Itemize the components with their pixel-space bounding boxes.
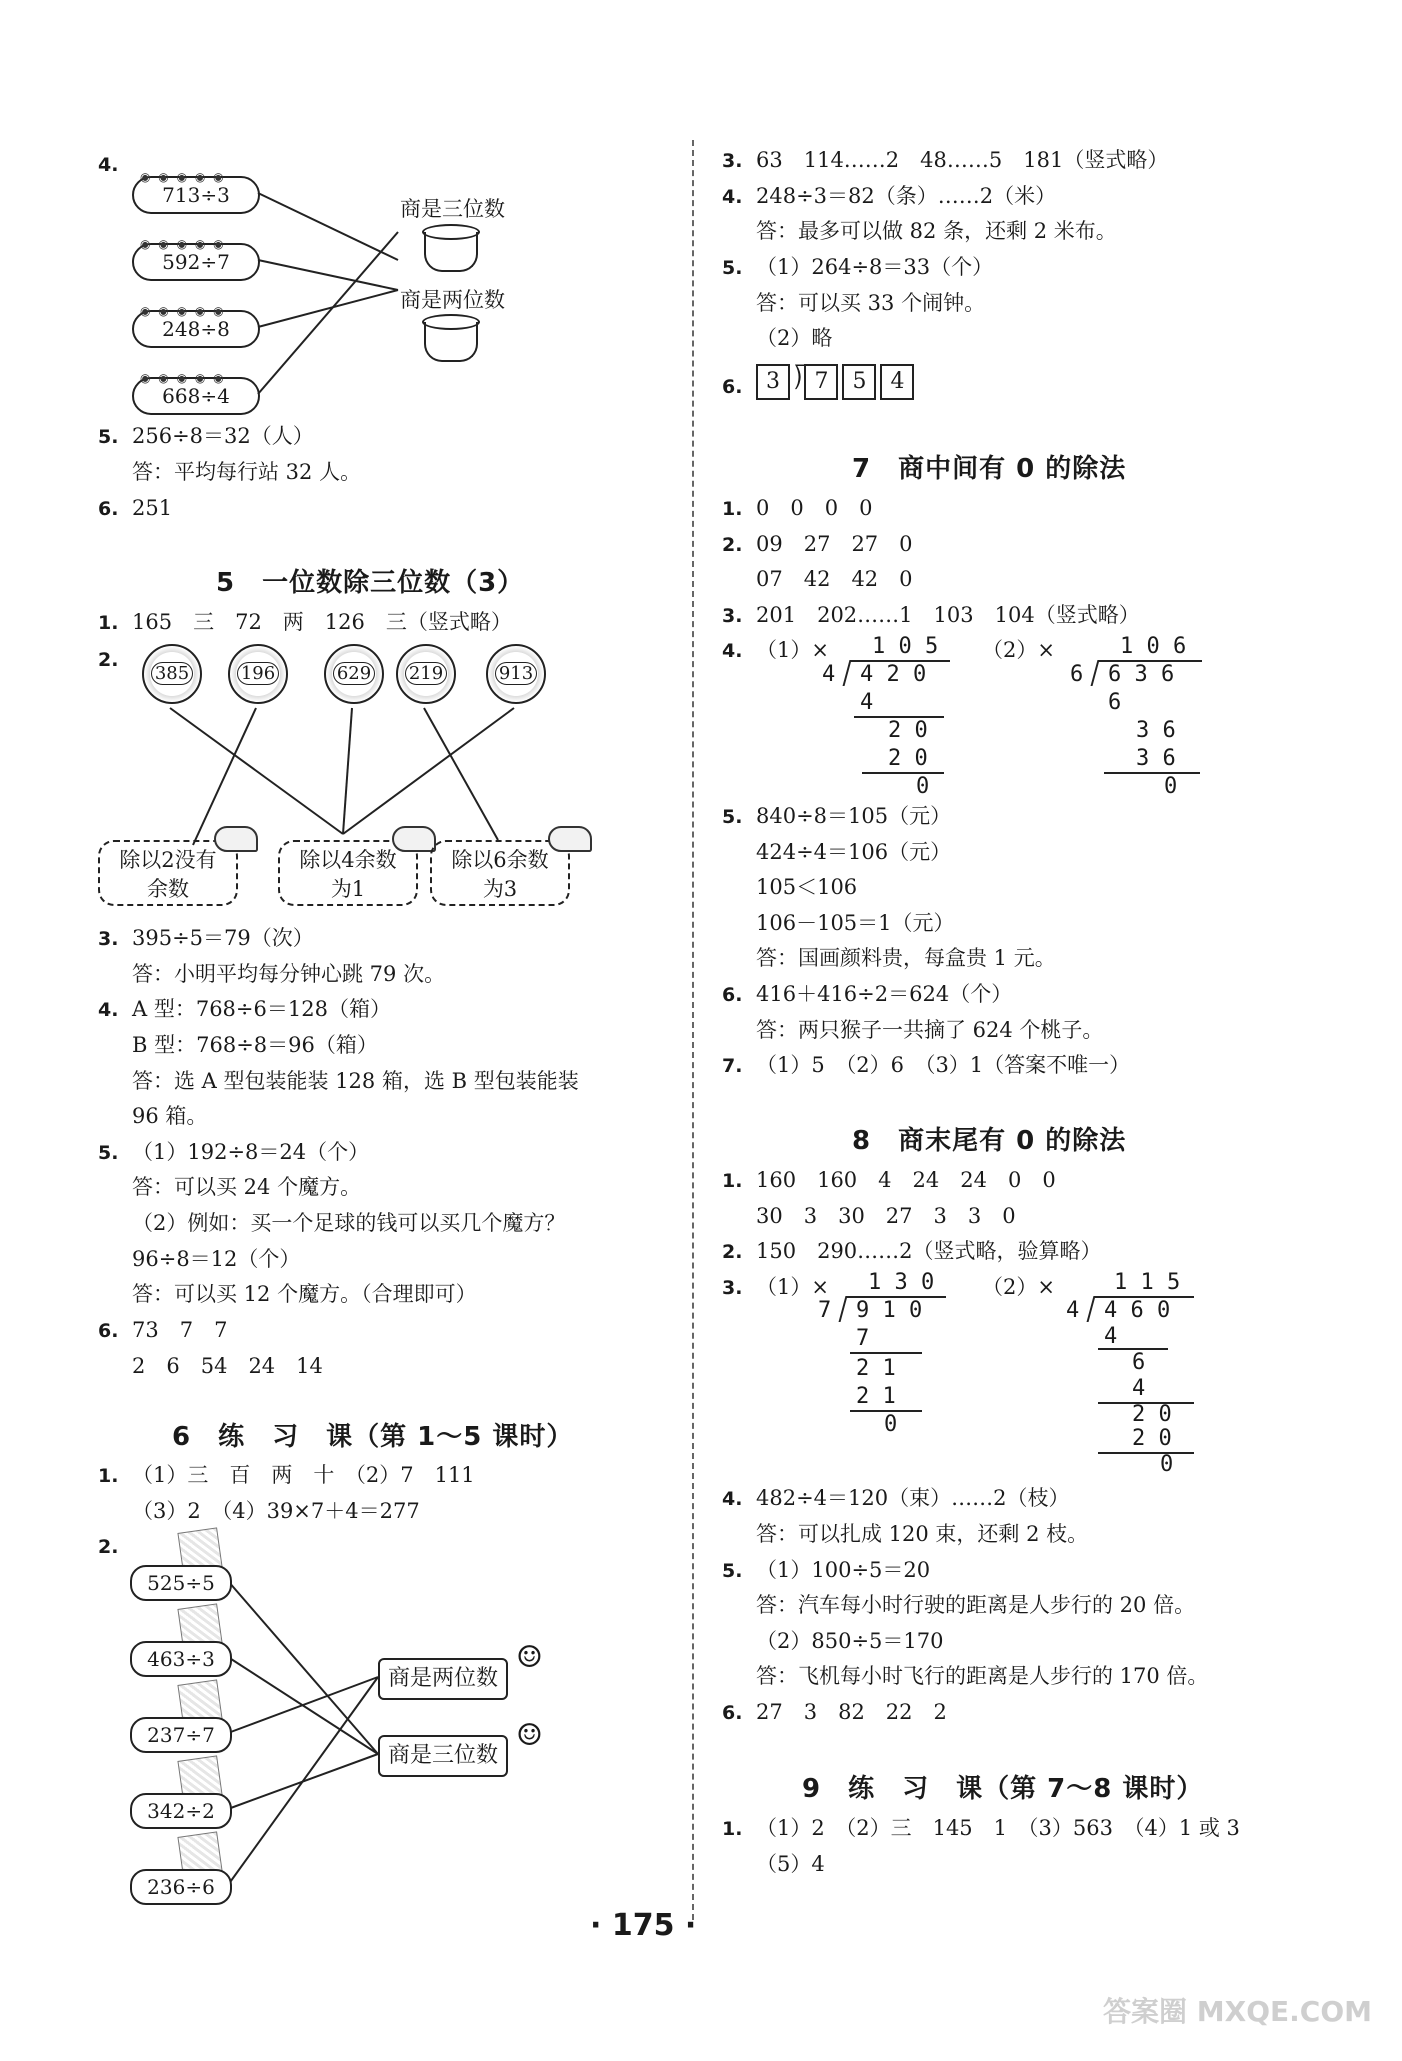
answer-line: 答：最多可以做 82 条，还剩 2 米布。 <box>756 219 1117 243</box>
question-number: 6. <box>722 376 743 398</box>
answer-line: 5. 256÷8＝32（人） <box>98 424 314 448</box>
step: 3 6 <box>1136 718 1176 743</box>
crab-expression: ◉ ◉ ◉ ◉ ◉ 248÷8 <box>132 310 260 348</box>
answer-line: B 型：768÷8＝96（箱） <box>132 1033 378 1057</box>
answer-line: 4. 248÷3＝82（条）……2（米） <box>722 184 1057 208</box>
answer-line: 答：可以买 33 个闹钟。 <box>756 291 986 315</box>
answer-line: 3. （1）× <box>722 1275 829 1299</box>
dividend: 4 2 0 <box>860 662 927 687</box>
step: 0 <box>1164 774 1178 799</box>
answer-line: 1. 0 0 0 0 <box>722 496 873 520</box>
answer-line: 答：可以买 12 个魔方。（合理即可） <box>132 1282 477 1306</box>
bag-expression: 342÷2 <box>130 1793 232 1829</box>
answer-line: （3）2 （4）39×7＋4＝277 <box>132 1499 420 1523</box>
category-box: 商是三位数 <box>378 1735 508 1777</box>
answer-line: 2. 150 290……2（竖式略，验算略） <box>722 1239 1102 1263</box>
quotient: 1 1 5 <box>1114 1270 1181 1295</box>
answer-line: 2 6 54 24 14 <box>132 1354 323 1378</box>
dolphin-icon <box>214 826 258 852</box>
question-number: 4. <box>98 154 119 176</box>
ball-number: 913 <box>486 644 546 704</box>
answer-line: 答：平均每行站 32 人。 <box>132 460 362 484</box>
answer-line: 7. （1）5 （2）6 （3）1（答案不唯一） <box>722 1053 1131 1077</box>
answer-line: 6. 73 7 7 <box>98 1318 228 1342</box>
answer-line: 2. 09 27 27 0 <box>722 532 913 556</box>
answer-line: 4. 482÷4＝120（束）……2（枝） <box>722 1486 1070 1510</box>
question-number: 2. <box>98 649 119 671</box>
dividend: 9 1 0 <box>856 1298 923 1323</box>
divisor: 4 <box>822 662 836 687</box>
step: 2 0 <box>1132 1426 1172 1451</box>
boy-icon: ☺ <box>516 1640 543 1675</box>
ball-number: 629 <box>324 644 384 704</box>
step: 2 1 <box>856 1384 896 1409</box>
crab-expression: ◉ ◉ ◉ ◉ ◉ 592÷7 <box>132 243 260 281</box>
answer-line: 答：可以扎成 120 束，还剩 2 枝。 <box>756 1522 1089 1546</box>
divisor: 4 <box>1066 1298 1080 1323</box>
digit-box: 4 <box>880 364 914 400</box>
answer-line: 答：两只猴子一共摘了 624 个桃子。 <box>756 1018 1104 1042</box>
divisor: 6 <box>1070 662 1084 687</box>
bucket-label: 商是两位数 <box>400 288 505 312</box>
answer-line: 424÷4＝106（元） <box>756 840 952 864</box>
step: 3 6 <box>1136 746 1176 771</box>
answer-line: 3. 395÷5＝79（次） <box>98 926 314 950</box>
step: 0 <box>1160 1452 1174 1477</box>
answer-line: 6. 251 <box>98 496 173 520</box>
step: 6 <box>1108 690 1122 715</box>
ball-number: 219 <box>396 644 456 704</box>
answer-line: （2）× <box>982 1275 1055 1299</box>
page-number: · 175 · <box>590 1908 697 1943</box>
ball-number: 385 <box>142 644 202 704</box>
step: 7 <box>856 1326 870 1351</box>
step: 4 <box>1132 1376 1146 1401</box>
answer-line: 答：小明平均每分钟心跳 79 次。 <box>132 962 446 986</box>
answer-line: 答：可以买 24 个魔方。 <box>132 1175 362 1199</box>
step: 2 0 <box>888 718 928 743</box>
answer-line: 答：飞机每小时飞行的距离是人步行的 170 倍。 <box>756 1664 1209 1688</box>
column-divider <box>692 140 694 1920</box>
answer-line: 5. 840÷8＝105（元） <box>722 804 952 828</box>
answer-line: 1. 165 三 72 两 126 三（竖式略） <box>98 610 512 634</box>
digit-box: 7 <box>804 364 838 400</box>
quotient: 1 3 0 <box>868 1270 935 1295</box>
answer-line: （2）× <box>982 638 1055 662</box>
bag-expression: 237÷7 <box>130 1717 232 1753</box>
answer-line: 5. （1）264÷8＝33（个） <box>722 255 994 279</box>
step: 0 <box>916 774 930 799</box>
answer-line: 96 箱。 <box>132 1104 208 1128</box>
answer-line: 4. A 型：768÷6＝128（箱） <box>98 997 391 1021</box>
section-title: 9 练 习 课（第 7～8 课时） <box>802 1774 1204 1804</box>
answer-line: 07 42 42 0 <box>756 567 913 591</box>
division-bracket <box>1091 660 1100 686</box>
bag-expression: 463÷3 <box>130 1641 232 1677</box>
answer-line: 106－105＝1（元） <box>756 911 955 935</box>
section-title: 8 商末尾有 0 的除法 <box>852 1126 1127 1156</box>
bag-expression: 236÷6 <box>130 1869 232 1905</box>
answer-line: 3. 201 202……1 103 104（竖式略） <box>722 603 1140 627</box>
step: 4 <box>860 690 874 715</box>
division-bracket <box>1087 1296 1096 1322</box>
answer-line: 1. 160 160 4 24 24 0 0 <box>722 1168 1056 1192</box>
answer-line: 105＜106 <box>756 875 858 899</box>
digit-box: 5 <box>842 364 876 400</box>
section-title: 6 练 习 课（第 1～5 课时） <box>172 1422 574 1452</box>
crab-expression: ◉ ◉ ◉ ◉ ◉ 668÷4 <box>132 377 260 415</box>
step: 2 1 <box>856 1356 896 1381</box>
bucket-label: 商是三位数 <box>400 197 505 221</box>
step-line <box>862 772 944 774</box>
section-title: 5 一位数除三位数（3） <box>216 568 525 598</box>
category-box: 商是两位数 <box>378 1658 508 1700</box>
dolphin-icon <box>392 826 436 852</box>
watermark: 答案圈 MXQE.COM <box>1103 1995 1372 2028</box>
answer-line: 1. （1）三 百 两 十 （2）7 111 <box>98 1463 475 1487</box>
answer-line: 3. 63 114……2 48……5 181（竖式略） <box>722 148 1169 172</box>
category-cloud: 除以2没有 余数 <box>98 840 238 906</box>
answer-line: 6. 27 3 82 22 2 <box>722 1700 947 1724</box>
division-boxes <box>756 364 918 400</box>
answer-line: （2）例如：买一个足球的钱可以买几个魔方？ <box>132 1211 566 1235</box>
quotient: 1 0 6 <box>1120 634 1187 659</box>
division-bracket: ⟌ <box>794 365 805 395</box>
dividend: 4 6 0 <box>1104 1298 1171 1323</box>
division-bracket <box>843 660 852 686</box>
crab-expression: ◉ ◉ ◉ ◉ ◉ 713÷3 <box>132 176 260 214</box>
answer-line: 答：国画颜料贵，每盒贵 1 元。 <box>756 946 1056 970</box>
answer-line: （2）略 <box>756 326 833 350</box>
answer-line: 答：选 A 型包装能装 128 箱，选 B 型包装能装 <box>132 1069 579 1093</box>
answer-line: 5. （1）192÷8＝24（个） <box>98 1140 370 1164</box>
division-bracket <box>839 1296 848 1322</box>
question-number: 2. <box>98 1536 119 1558</box>
answer-line: 4. （1）× <box>722 638 829 662</box>
step-line <box>1098 1452 1194 1454</box>
ball-number: 196 <box>228 644 288 704</box>
dolphin-icon <box>548 826 592 852</box>
category-cloud: 除以6余数 为3 <box>430 840 570 906</box>
category-cloud: 除以4余数 为1 <box>278 840 418 906</box>
step: 2 0 <box>888 746 928 771</box>
answer-line: 1. （1）2 （2）三 145 1 （3）563 （4）1 或 3 <box>722 1816 1240 1840</box>
answer-line: 6. 416＋416÷2＝624（个） <box>722 982 1013 1006</box>
girl-icon: ☺ <box>516 1718 543 1753</box>
answer-line: 96÷8＝12（个） <box>132 1247 301 1271</box>
step-line <box>850 1352 922 1354</box>
dividend: 6 3 6 <box>1108 662 1175 687</box>
answer-line: （5）4 <box>756 1852 825 1876</box>
answer-line: 答：汽车每小时行驶的距离是人步行的 20 倍。 <box>756 1593 1196 1617</box>
divisor-box: 3 <box>756 364 790 400</box>
step: 6 <box>1132 1350 1146 1375</box>
answer-line: （2）850÷5＝170 <box>756 1629 944 1653</box>
answer-line: 30 3 30 27 3 3 0 <box>756 1204 1016 1228</box>
step: 2 0 <box>1132 1402 1172 1427</box>
section-title: 7 商中间有 0 的除法 <box>852 454 1127 484</box>
quotient: 1 0 5 <box>872 634 939 659</box>
bag-expression: 525÷5 <box>130 1565 232 1601</box>
step-line <box>1104 772 1200 774</box>
step: 4 <box>1104 1324 1118 1349</box>
step: 0 <box>884 1412 898 1437</box>
answer-line: 5. （1）100÷5＝20 <box>722 1558 931 1582</box>
divisor: 7 <box>818 1298 832 1323</box>
